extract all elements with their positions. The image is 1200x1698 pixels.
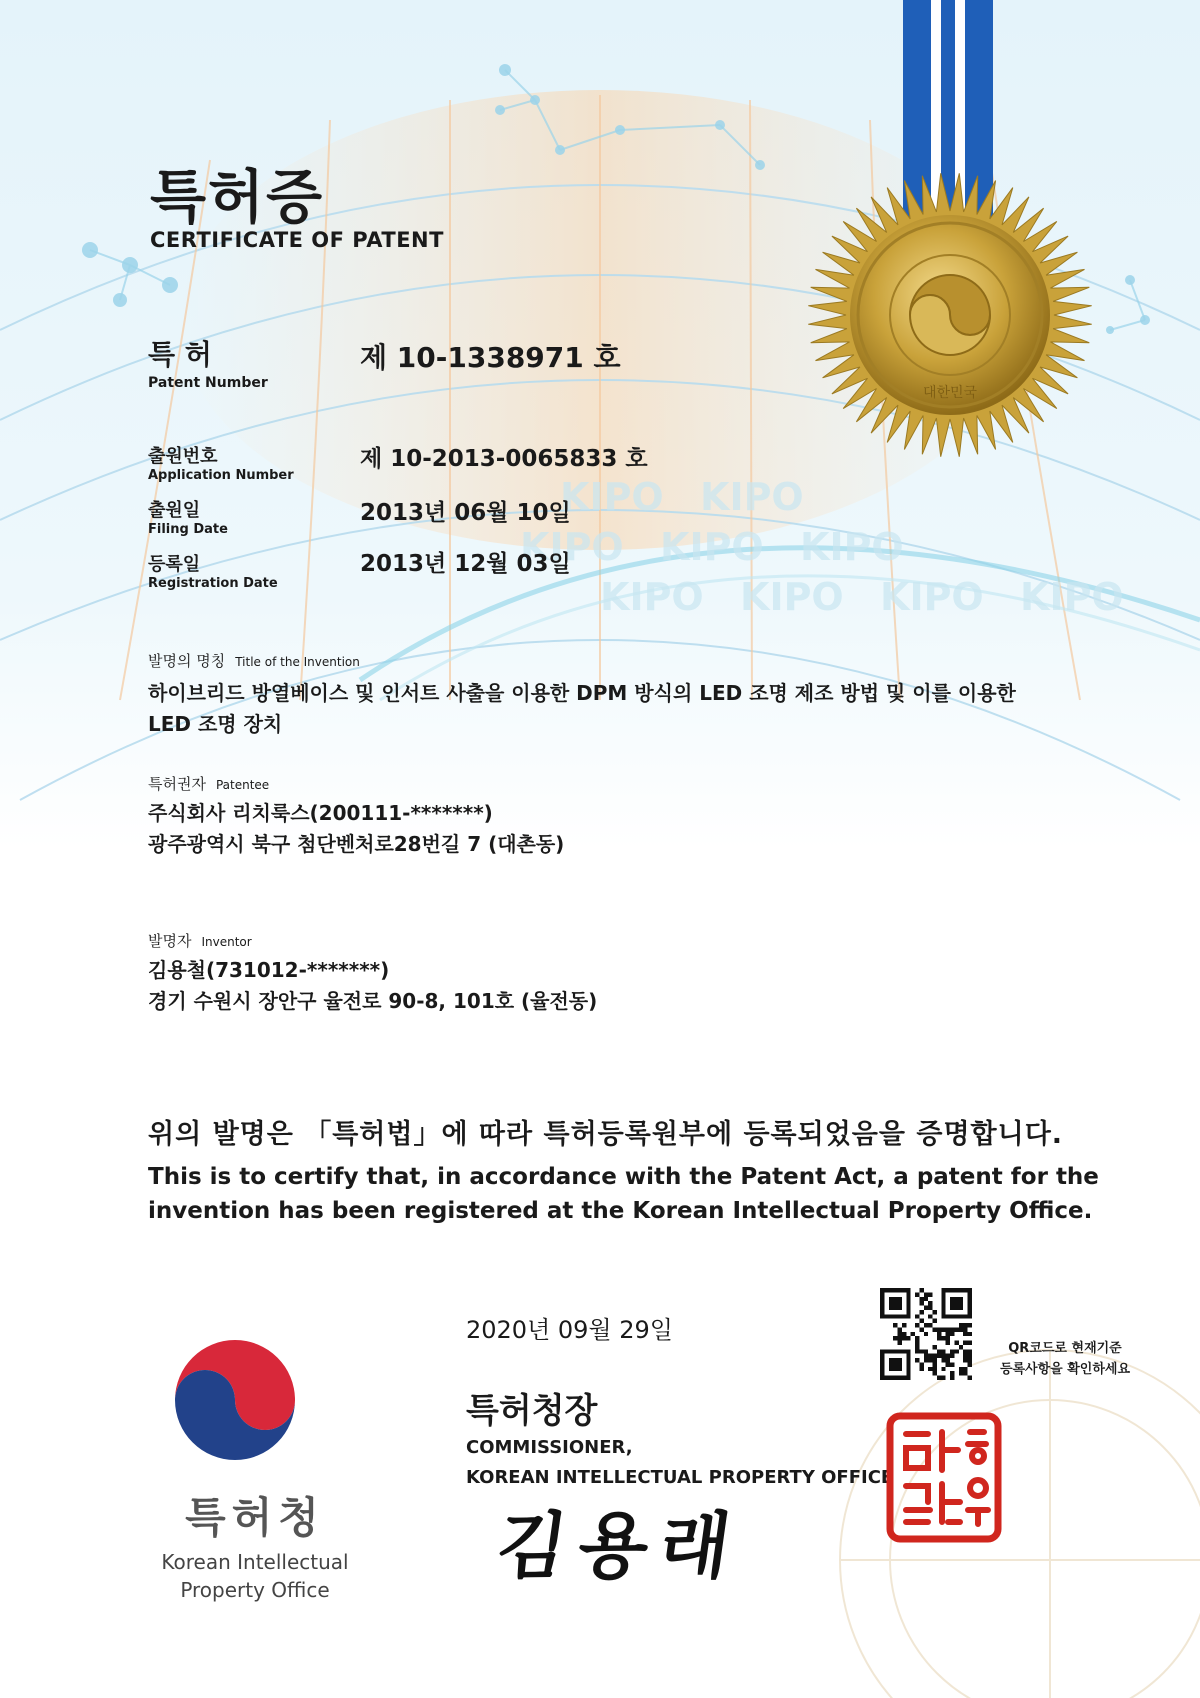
official-stamp xyxy=(884,1410,1004,1545)
patent-label-en: Patent Number xyxy=(148,375,268,391)
registration-label-ko: 등록일 xyxy=(148,554,201,575)
svg-text:KIPO: KIPO xyxy=(520,525,624,569)
commissioner-title-en-line2: KOREAN INTELLECTUAL PROPERTY OFFICE xyxy=(466,1467,894,1488)
seal-text: 대한민국 xyxy=(922,385,978,401)
inventor-label-en: Inventor xyxy=(201,935,252,949)
svg-text:KIPO: KIPO xyxy=(700,475,804,519)
filing-label-ko: 출원일 xyxy=(148,500,201,521)
patentee-address: 광주광역시 북구 첨단벤처로28번길 7 (대촌동) xyxy=(148,832,565,856)
invention-title-line1: 하이브리드 방열베이스 및 인서트 사출을 이용한 DPM 방식의 LED 조명 제조 방법 및 이를 이용한 xyxy=(148,681,1016,705)
application-value: 제 10-2013-0065833 호 xyxy=(360,446,648,472)
commissioner-title-en-line1: COMMISSIONER, xyxy=(466,1437,633,1458)
inventor-address: 경기 수원시 장안구 율전로 90-8, 101호 (율전동) xyxy=(148,989,598,1013)
certification-english-line1: This is to certify that, in accordance with the Patent Act, a patent for the xyxy=(148,1164,1099,1190)
kipo-logo-icon xyxy=(165,1330,305,1470)
svg-text:KIPO: KIPO xyxy=(1020,575,1124,619)
watermark-text: KIPO xyxy=(560,475,664,519)
patentee-label xyxy=(148,773,269,794)
commissioner-signature: 김용래 xyxy=(491,1503,748,1588)
gold-seal xyxy=(800,165,1100,465)
kipo-watermark xyxy=(500,470,1200,640)
commissioner-title-ko: 특허청장 xyxy=(466,1391,598,1431)
invention-label xyxy=(148,650,360,671)
invention-title-line2: LED 조명 장치 xyxy=(148,712,283,736)
application-label-ko: 출원번호 xyxy=(148,446,218,467)
patent-label-ko: 특 허 xyxy=(148,338,212,371)
inventor-name: 김용철(731012-*******) xyxy=(148,958,390,982)
invention-title xyxy=(148,678,1148,740)
registration-value: 2013년 12월 03일 xyxy=(360,551,571,577)
qr-code[interactable] xyxy=(880,1288,972,1380)
inventor-info xyxy=(148,955,597,1017)
filing-label-en: Filing Date xyxy=(148,522,228,537)
inventor-label-ko: 발명자 xyxy=(148,932,192,950)
patentee-name: 주식회사 리치룩스(200111-*******) xyxy=(148,801,493,825)
svg-text:KIPO: KIPO xyxy=(660,525,764,569)
certification-english-line2: invention has been registered at the Korean Intellectual Property Office. xyxy=(148,1198,1093,1224)
issue-date: 2020년 09월 29일 xyxy=(466,1316,673,1344)
certification-english xyxy=(148,1160,1099,1228)
patentee-label-ko: 특허권자 xyxy=(148,775,206,793)
logo-name-english xyxy=(120,1548,390,1604)
certification-korean: 위의 발명은 「특허법」에 따라 특허등록원부에 등록되었음을 증명합니다. xyxy=(148,1119,1064,1150)
registration-label xyxy=(148,550,278,591)
patentee-info xyxy=(148,798,564,860)
commissioner-title-en xyxy=(466,1433,893,1493)
patent-number-value: 제 10-1338971 호 xyxy=(360,341,621,374)
svg-text:KIPO: KIPO xyxy=(740,575,844,619)
filing-value: 2013년 06월 10일 xyxy=(360,500,571,526)
registration-label-en: Registration Date xyxy=(148,576,278,591)
svg-text:KIPO: KIPO xyxy=(600,575,704,619)
title-english: CERTIFICATE OF PATENT xyxy=(150,228,444,252)
title-korean: 특허증 xyxy=(150,163,325,231)
qr-caption-line2: 등록사항을 확인하세요 xyxy=(999,1362,1131,1377)
svg-text:KIPO: KIPO xyxy=(800,525,904,569)
application-label-en: Application Number xyxy=(148,468,294,483)
qr-caption xyxy=(975,1338,1155,1380)
logo-name-korean: 특허청 xyxy=(185,1493,325,1542)
logo-name-english-line2: Property Office xyxy=(180,1578,330,1602)
application-label xyxy=(148,442,294,483)
patent-number-label xyxy=(148,333,268,391)
inventor-label xyxy=(148,930,252,951)
qr-caption-line1: QR코드로 현재기준 xyxy=(1008,1341,1122,1356)
svg-text:KIPO: KIPO xyxy=(880,575,984,619)
invention-label-ko: 발명의 명칭 xyxy=(148,652,226,670)
patentee-label-en: Patentee xyxy=(215,778,270,792)
invention-label-en: Title of the Invention xyxy=(235,655,360,669)
logo-name-english-line1: Korean Intellectual xyxy=(161,1550,349,1574)
filing-label xyxy=(148,496,228,537)
